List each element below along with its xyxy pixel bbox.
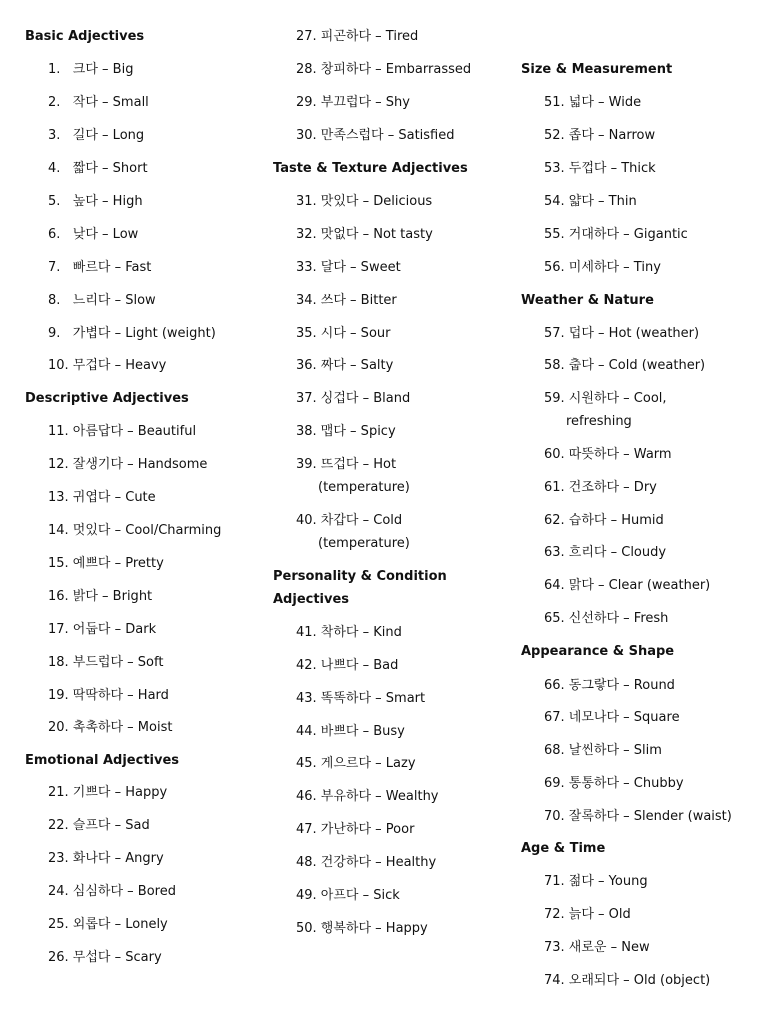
vocab-entry-text: 40. 차갑다 – Cold [296, 513, 403, 528]
vocab-entry [296, 509, 410, 555]
vocab-entry-text: 26. 무섭다 – Scary [48, 950, 162, 965]
vocab-entry-text: 24. 심심하다 – Bored [48, 884, 176, 899]
vocab-entry [48, 223, 138, 246]
vocab-entry-text: 55. 거대하다 – Gigantic [544, 227, 688, 242]
vocab-entry-text: 60. 따뜻하다 – Warm [544, 447, 672, 462]
vocab-entry [48, 880, 176, 903]
vocab-entry-text: 11. 아름답다 – Beautiful [48, 424, 197, 439]
section-heading-text: Size & Measurement [521, 62, 673, 77]
vocab-entry [296, 851, 436, 874]
vocab-entry-text: 32. 맛없다 – Not tasty [296, 227, 433, 242]
vocab-entry [296, 289, 397, 312]
vocab-entry [544, 574, 710, 597]
vocab-entry [544, 870, 648, 893]
vocab-entry [544, 772, 684, 795]
vocab-entry-text: 54. 얇다 – Thin [544, 194, 637, 209]
vocab-entry-text: 33. 달다 – Sweet [296, 260, 401, 275]
vocab-entry [544, 190, 637, 213]
section-heading-text: Emotional Adjectives [25, 753, 180, 768]
vocab-entry [48, 157, 148, 180]
vocab-entry-text: 4. 짧다 – Short [48, 161, 148, 176]
vocab-entry [48, 289, 156, 312]
vocab-entry [48, 913, 168, 936]
section-heading-text: Personality & Condition [273, 569, 447, 584]
section-heading-text: Basic Adjectives [25, 29, 145, 44]
section-heading-text: Descriptive Adjectives [25, 391, 189, 406]
vocab-entry-text: 8. 느리다 – Slow [48, 293, 156, 308]
vocab-entry-text: 73. 새로운 – New [544, 940, 650, 955]
vocab-entry-text: 31. 맛있다 – Delicious [296, 194, 433, 209]
vocab-entry [544, 674, 675, 697]
section-heading [273, 565, 447, 611]
vocab-entry [48, 585, 152, 608]
vocab-entry-text: 44. 바쁘다 – Busy [296, 724, 405, 739]
vocab-entry-text: 3. 길다 – Long [48, 128, 145, 143]
vocab-entry-text: 12. 잘생기다 – Handsome [48, 457, 208, 472]
vocab-entry-text: 38. 맵다 – Spicy [296, 424, 396, 439]
vocab-entry-text: 59. 시원하다 – Cool, [544, 391, 667, 406]
vocab-entry [296, 387, 410, 410]
vocab-entry-text: 17. 어둡다 – Dark [48, 622, 157, 637]
vocab-entry [296, 752, 416, 775]
vocab-entry [48, 847, 164, 870]
vocab-entry-text: 29. 부끄럽다 – Shy [296, 95, 410, 110]
vocab-entry-text: 39. 뜨겁다 – Hot [296, 457, 397, 472]
vocab-entry [544, 443, 672, 466]
vocab-entry [48, 946, 162, 969]
vocab-entry [296, 256, 401, 279]
vocab-entry-text: 45. 게으르다 – Lazy [296, 756, 416, 771]
vocab-entry [296, 190, 432, 213]
vocab-entry-text: 65. 신선하다 – Fresh [544, 611, 669, 626]
vocab-entry [296, 917, 428, 940]
vocab-entry-text: 25. 외롭다 – Lonely [48, 917, 168, 932]
vocab-entry-text: 52. 좁다 – Narrow [544, 128, 656, 143]
vocab-entry [296, 818, 414, 841]
vocab-entry-text: 7. 빠르다 – Fast [48, 260, 152, 275]
vocab-entry-text: 61. 건조하다 – Dry [544, 480, 657, 495]
vocab-entry-text-cont: (temperature) [318, 480, 410, 495]
vocab-entry-text: 36. 짜다 – Salty [296, 358, 394, 373]
section-heading [521, 58, 672, 81]
vocab-entry-text: 15. 예쁘다 – Pretty [48, 556, 164, 571]
vocab-entry-text: 20. 촉촉하다 – Moist [48, 720, 173, 735]
vocab-entry [544, 354, 705, 377]
vocab-entry [48, 716, 172, 739]
section-heading [25, 25, 144, 48]
section-heading-text: Appearance & Shape [521, 644, 675, 659]
vocab-entry-text: 41. 착하다 – Kind [296, 625, 402, 640]
vocab-entry-text: 56. 미세하다 – Tiny [544, 260, 661, 275]
vocab-entry-text: 66. 동그랗다 – Round [544, 678, 675, 693]
vocab-entry [48, 684, 169, 707]
vocab-entry-text: 13. 귀엽다 – Cute [48, 490, 156, 505]
vocab-entry-text: 23. 화나다 – Angry [48, 851, 164, 866]
vocab-entry [48, 124, 144, 147]
vocab-entry [544, 476, 657, 499]
vocab-entry-text: 10. 무겁다 – Heavy [48, 358, 167, 373]
vocab-entry [544, 157, 656, 180]
section-heading [273, 157, 468, 180]
section-heading-text: Taste & Texture Adjectives [273, 161, 468, 176]
vocab-entry-text: 74. 오래되다 – Old (object) [544, 973, 711, 988]
vocab-entry [48, 781, 167, 804]
vocab-entry [296, 223, 433, 246]
vocab-entry [48, 58, 133, 81]
vocab-entry [48, 618, 156, 641]
vocab-entry [544, 322, 699, 345]
vocab-entry-text: 18. 부드럽다 – Soft [48, 655, 164, 670]
vocab-entry [544, 607, 668, 630]
vocab-entry-text: 21. 기쁘다 – Happy [48, 785, 168, 800]
vocab-entry-text: 22. 슬프다 – Sad [48, 818, 150, 833]
vocab-entry-text: 43. 똑똑하다 – Smart [296, 691, 426, 706]
vocab-entry [48, 322, 216, 345]
vocab-entry [296, 354, 393, 377]
vocab-entry-text: 1. 크다 – Big [48, 62, 134, 77]
vocab-entry-text: 63. 흐리다 – Cloudy [544, 545, 667, 560]
vocab-entry-text: 14. 멋있다 – Cool/Charming [48, 523, 222, 538]
vocab-entry-text: 42. 나쁘다 – Bad [296, 658, 399, 673]
vocab-entry-text: 57. 덥다 – Hot (weather) [544, 326, 700, 341]
vocab-entry-text-cont: refreshing [566, 414, 632, 429]
vocab-entry [544, 541, 666, 564]
vocab-entry [48, 552, 164, 575]
vocab-entry-text: 2. 작다 – Small [48, 95, 149, 110]
vocab-entry-text: 69. 통통하다 – Chubby [544, 776, 684, 791]
vocab-entry [296, 91, 410, 114]
vocab-entry [296, 720, 405, 743]
vocab-entry [296, 785, 439, 808]
vocab-entry-text: 49. 아프다 – Sick [296, 888, 400, 903]
vocab-entry [544, 256, 661, 279]
vocab-entry-text: 47. 가난하다 – Poor [296, 822, 415, 837]
vocab-entry-text: 70. 잘록하다 – Slender (waist) [544, 809, 732, 824]
vocab-entry [296, 124, 455, 147]
vocab-entry [48, 453, 207, 476]
vocab-entry [544, 223, 688, 246]
vocab-entry [544, 903, 631, 926]
vocab-entry [544, 805, 732, 828]
vocab-entry [48, 814, 150, 837]
vocab-entry [296, 453, 410, 499]
vocab-entry [296, 687, 425, 710]
vocab-entry [544, 739, 662, 762]
vocab-entry [544, 124, 655, 147]
vocab-entry-text-cont: (temperature) [318, 536, 410, 551]
vocab-entry-text: 46. 부유하다 – Wealthy [296, 789, 439, 804]
vocab-entry-text: 72. 늙다 – Old [544, 907, 631, 922]
vocab-entry-text: 53. 두껍다 – Thick [544, 161, 656, 176]
section-heading [25, 749, 179, 772]
vocab-entry-text: 5. 높다 – High [48, 194, 143, 209]
vocab-entry [296, 621, 402, 644]
vocab-entry [544, 969, 710, 992]
vocab-entry [48, 486, 156, 509]
section-heading [521, 837, 605, 860]
vocab-entry [48, 91, 149, 114]
vocab-entry [544, 706, 680, 729]
vocab-entry-text: 9. 가볍다 – Light (weight) [48, 326, 216, 341]
vocab-entry-text: 64. 맑다 – Clear (weather) [544, 578, 711, 593]
vocab-entry [48, 190, 143, 213]
vocab-entry-text: 27. 피곤하다 – Tired [296, 29, 419, 44]
vocab-entry [48, 651, 163, 674]
vocab-entry [48, 256, 151, 279]
vocab-entry [296, 25, 418, 48]
vocab-entry-text: 35. 시다 – Sour [296, 326, 391, 341]
vocab-entry-text: 51. 넓다 – Wide [544, 95, 642, 110]
vocab-entry [48, 354, 166, 377]
vocab-entry-text: 48. 건강하다 – Healthy [296, 855, 437, 870]
vocab-entry-text: 19. 딱딱하다 – Hard [48, 688, 169, 703]
vocab-entry-text: 34. 쓰다 – Bitter [296, 293, 397, 308]
vocab-entry [48, 519, 221, 542]
vocab-entry-text: 16. 밝다 – Bright [48, 589, 153, 604]
vocab-entry [48, 420, 196, 443]
vocab-entry [296, 322, 390, 345]
vocab-entry-text: 30. 만족스럽다 – Satisfied [296, 128, 455, 143]
vocab-entry-text: 68. 날씬하다 – Slim [544, 743, 662, 758]
vocab-entry-text: 58. 춥다 – Cold (weather) [544, 358, 706, 373]
vocab-entry-text: 6. 낮다 – Low [48, 227, 139, 242]
vocab-entry-text: 28. 창피하다 – Embarrassed [296, 62, 472, 77]
vocab-entry [296, 58, 471, 81]
section-heading [521, 640, 674, 663]
vocab-entry-text: 62. 습하다 – Humid [544, 513, 664, 528]
vocab-entry-text: 50. 행복하다 – Happy [296, 921, 428, 936]
vocab-entry-text: 71. 젊다 – Young [544, 874, 648, 889]
vocab-entry-text: 67. 네모나다 – Square [544, 710, 680, 725]
section-heading [521, 289, 654, 312]
vocab-entry [296, 884, 400, 907]
vocab-entry-text: 37. 싱겁다 – Bland [296, 391, 411, 406]
section-heading [25, 387, 189, 410]
vocab-entry [544, 387, 667, 433]
vocab-entry [296, 654, 398, 677]
vocab-entry [544, 91, 641, 114]
vocab-entry [544, 936, 650, 959]
section-heading-text: Age & Time [521, 841, 606, 856]
section-heading-text-cont: Adjectives [273, 592, 350, 607]
vocab-entry [544, 509, 664, 532]
section-heading-text: Weather & Nature [521, 293, 654, 308]
vocab-entry [296, 420, 396, 443]
